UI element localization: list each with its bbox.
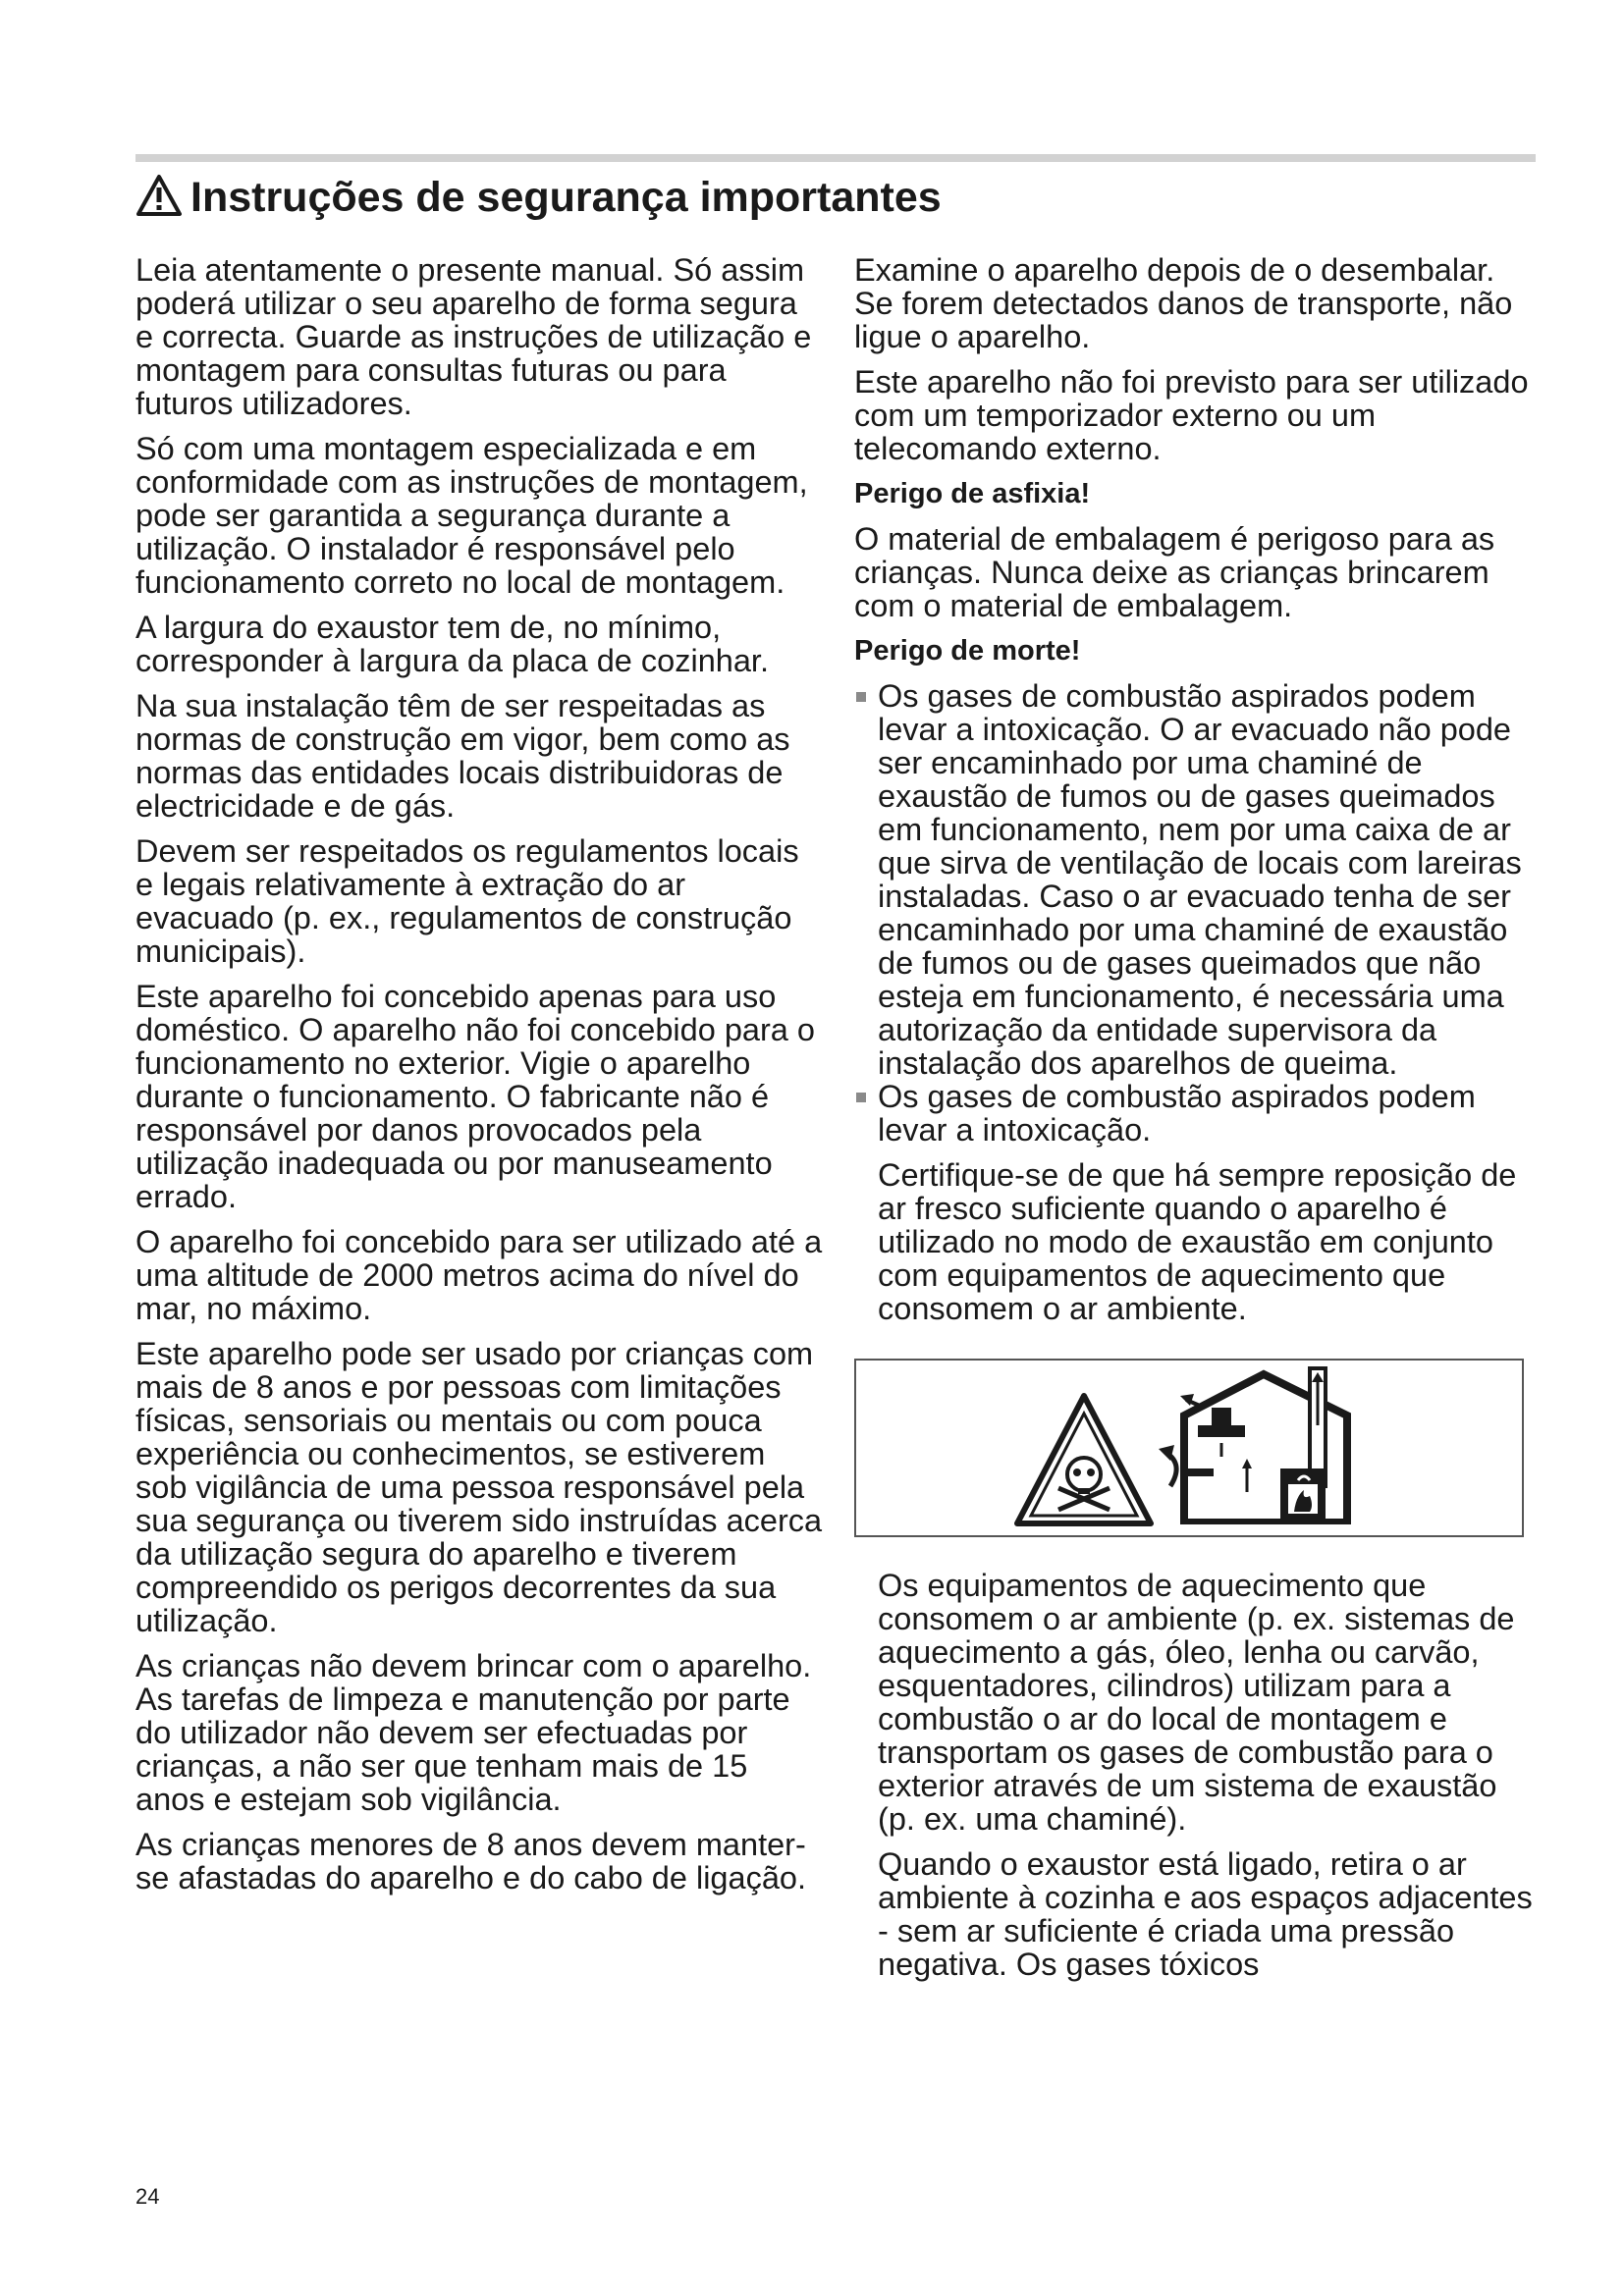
toxic-gas-figure xyxy=(854,1359,1524,1537)
paragraph: Na sua instalação têm de ser respeitadas as normas de construção em vigor, bem como as normas das entidades locais distribuidoras de electricidade e de gás. xyxy=(135,688,790,824)
paragraph: A largura do exaustor tem de, no mínimo, corresponder à largura da placa de cozinhar. xyxy=(135,610,769,678)
page-title-text: Instruções de segurança importantes xyxy=(190,174,942,221)
header-rule xyxy=(135,154,1536,162)
list-item-text: Certifique-se de que há sempre reposição de ar fresco suficiente quando o aparelho é utilizado no modo de exaustão em conjunto com equipamentos de aquecimento que consomem o ar ambiente. xyxy=(878,1157,1517,1326)
paragraph: As crianças menores de 8 anos devem manter-se afastadas do aparelho e do cabo de ligação. xyxy=(135,1827,807,1896)
death-warning-list xyxy=(854,679,1536,1325)
paragraph: O aparelho foi concebido para ser utilizado até a uma altitude de 2000 metros acima do nível do mar, no máximo. xyxy=(135,1224,823,1326)
paragraph: Quando o exaustor está ligado, retira o ar ambiente à cozinha e aos espaços adjacentes - sem ar suficiente é criada uma pressão negativa. Os gases tóxicos xyxy=(878,1846,1533,1982)
paragraph: Só com uma montagem especializada e em conformidade com as instruções de montagem, pode ser garantida a segurança durante a utilização. O instalador é responsável pelo funcionamento correto no local de montagem. xyxy=(135,431,808,600)
paragraph: Este aparelho não foi previsto para ser utilizado com um temporizador externo ou um telecomando externo. xyxy=(854,364,1529,466)
warning-triangle-icon xyxy=(135,174,183,217)
page-number: 24 xyxy=(135,2184,160,2209)
asphyxia-text: O material de embalagem é perigoso para as crianças. Nunca deixe as crianças brincarem com o material de embalagem. xyxy=(854,521,1495,623)
page-title xyxy=(135,167,942,228)
list-item-text: Os gases de combustão aspirados podem levar a intoxicação. O ar evacuado não pode ser encaminhado por uma chaminé de exaustão de fumos ou de gases queimados em funcionamento, nem por uma caixa de ar que sirva de ventilação de locais com lareiras instaladas. Caso o ar evacuado tenha de ser encaminhado por uma chaminé de exaustão de fumos ou de gases queimados que não esteja em funcionamento, é necessária uma autorização da entidade supervisora da instalação dos aparelhos de queima. xyxy=(878,678,1522,1081)
list-item xyxy=(854,679,1536,1080)
paragraph: Os equipamentos de aquecimento que consomem o ar ambiente (p. ex. sistemas de aquecimento a gás, óleo, lenha ou carvão, esquentadores, cilindros) utilizam para a combustão o ar do local de montagem e transportam os gases de combustão para o exterior através de um sistema de exaustão (p. ex. uma chaminé). xyxy=(878,1568,1515,1837)
paragraph: Leia atentamente o presente manual. Só assim poderá utilizar o seu aparelho de forma segura e correcta. Guarde as instruções de utilização e montagem para consultas futuras ou para futuros utilizadores. xyxy=(135,252,812,421)
right-column xyxy=(854,253,1536,1993)
death-heading: Perigo de morte! xyxy=(854,635,1081,667)
bullet-square-icon xyxy=(856,1093,866,1102)
list-item-text: Os gases de combustão aspirados podem levar a intoxicação. xyxy=(878,1079,1476,1148)
paragraph: Este aparelho foi concebido apenas para uso doméstico. O aparelho não foi concebido para o funcionamento no exterior. Vigie o aparelho durante o funcionamento. O fabricante não é responsável por danos provocados pela utilização inadequada ou por manuseamento errado. xyxy=(135,979,815,1214)
asphyxia-heading: Perigo de asfixia! xyxy=(854,478,1091,509)
bullet-square-icon xyxy=(856,692,866,702)
paragraph: Devem ser respeitados os regulamentos locais e legais relativamente à extração do ar evacuado (p. ex., regulamentos de construção municipais). xyxy=(135,833,799,969)
paragraph: Examine o aparelho depois de o desembalar. Se forem detectados danos de transporte, não ligue o aparelho. xyxy=(854,252,1513,354)
left-column xyxy=(135,253,823,1906)
toxic-gas-warning-illustration-icon xyxy=(1003,1366,1377,1529)
paragraph: Este aparelho pode ser usado por crianças com mais de 8 anos e por pessoas com limitações físicas, sensoriais ou mentais ou com pouca experiência ou conhecimentos, se estiverem sob vigilância de uma pessoa responsável pela sua segurança ou tiverem sido instruídas acerca da utilização segura do aparelho e tiverem compreendido os perigos decorrentes da sua utilização. xyxy=(135,1336,823,1638)
list-item xyxy=(854,1080,1536,1325)
paragraph: As crianças não devem brincar com o aparelho. As tarefas de limpeza e manutenção por parte do utilizador não devem ser efectuadas por crianças, a não ser que tenham mais de 15 anos e estejam sob vigilância. xyxy=(135,1648,812,1817)
after-figure-text xyxy=(854,1569,1536,1981)
